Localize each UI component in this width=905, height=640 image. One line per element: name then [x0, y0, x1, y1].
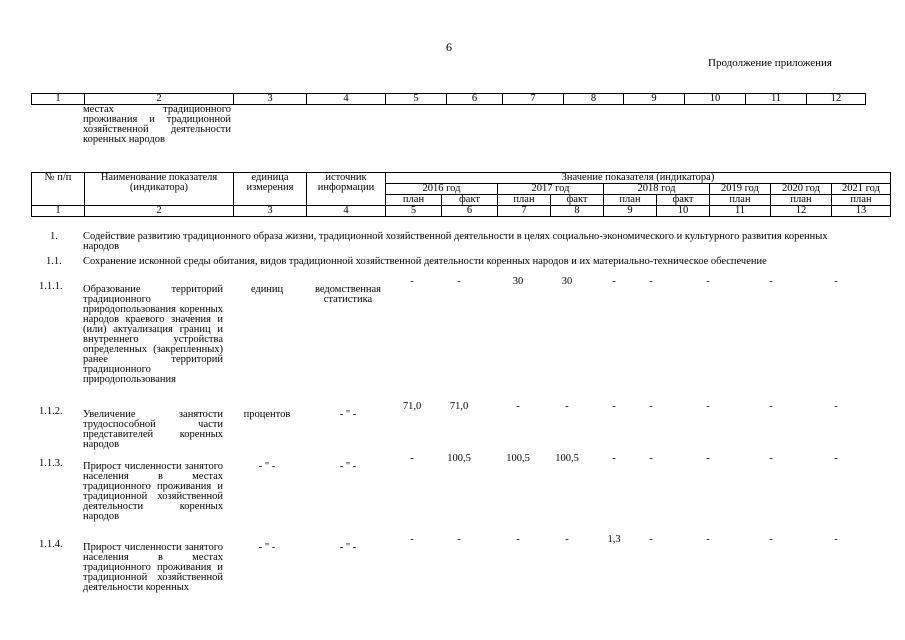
row-value: -	[706, 534, 710, 545]
row-source: - " -	[339, 409, 357, 420]
row-value: 71,0	[402, 401, 422, 412]
row-value: 100,5	[506, 453, 530, 464]
indicator-header-table	[31, 172, 891, 217]
row-value: -	[649, 401, 653, 412]
header-sub: план	[498, 195, 551, 206]
col-number: 11	[710, 206, 771, 217]
row-value: -	[834, 453, 838, 464]
header-sub: план	[771, 195, 832, 206]
row-value: -	[834, 534, 838, 545]
col-number: 2	[85, 206, 234, 217]
row-value: -	[457, 276, 461, 287]
header-sub: факт	[551, 195, 604, 206]
col-number: 10	[685, 94, 746, 105]
row-value: -	[769, 401, 773, 412]
col-number: 7	[503, 94, 564, 105]
col-number: 3	[234, 94, 307, 105]
row-value: -	[516, 534, 520, 545]
header-sub: факт	[657, 195, 710, 206]
header-value: Значение показателя (индикатора)	[386, 173, 891, 184]
row-value: 1,3	[607, 534, 621, 545]
row-name: Прирост численности занятого населения в местах традиционного проживания и традиционной хозяйственной деятельности коренных	[83, 542, 223, 593]
continuation-label: Продолжение приложения	[708, 57, 832, 69]
col-number: 12	[807, 94, 866, 105]
row-number: 1.1.1.	[39, 281, 63, 292]
header-sub: план	[832, 195, 891, 206]
col-number: 1	[32, 206, 85, 217]
row-value: -	[612, 276, 616, 287]
row-value: -	[410, 534, 414, 545]
row-value: -	[410, 453, 414, 464]
row-value: -	[516, 401, 520, 412]
col-number: 8	[564, 94, 624, 105]
row-name: Увеличение занятости трудоспособной части представителей коренных народов	[83, 409, 223, 450]
header-sub: план	[710, 195, 771, 206]
section-title: Сохранение исконной среды обитания, видов традиционной хозяйственной деятельности коренных народов и их материально-техническое обеспечение	[83, 256, 767, 267]
row-value: -	[769, 276, 773, 287]
row-unit: - " -	[258, 542, 276, 553]
header-number-row	[32, 206, 891, 217]
row-value: -	[457, 534, 461, 545]
col-number: 9	[604, 206, 657, 217]
section-number: 1.1.	[46, 256, 62, 267]
col-number: 12	[771, 206, 832, 217]
header-year: 2020 год	[771, 184, 832, 195]
row-value: 30	[512, 276, 524, 287]
row-source: ведомственная статистика	[315, 284, 381, 305]
header-year: 2021 год	[832, 184, 891, 195]
row-value: -	[410, 276, 414, 287]
row-name: Прирост численности занятого населения в местах традиционного проживания и традиционной хозяйственной деятельности коренных народов	[83, 461, 223, 522]
header-year: 2018 год	[604, 184, 710, 195]
row-value: 100,5	[555, 453, 579, 464]
col-number: 6	[442, 206, 498, 217]
row-value: -	[649, 276, 653, 287]
col-number: 9	[624, 94, 685, 105]
row-name: Образование территорий традиционного природопользования коренных народов краевого значения и (или) актуализация границ и внутреннего устройства определенных (закрепленных) ранее территорий традиционного природопользования	[83, 284, 223, 385]
header-name: Наименование показателя (индикатора)	[85, 173, 234, 206]
row-value: -	[565, 534, 569, 545]
row-unit: единиц	[250, 284, 284, 295]
row-value: -	[769, 453, 773, 464]
header-year: 2016 год	[386, 184, 498, 195]
header-unit: единица измерения	[234, 173, 307, 206]
col-number: 1	[32, 94, 85, 105]
row-value: 30	[561, 276, 573, 287]
carry-over-text: местах традиционного проживания и традиционной хозяйственной деятельности коренных народов	[83, 104, 231, 145]
row-value: -	[649, 534, 653, 545]
col-number: 5	[386, 206, 442, 217]
row-value: -	[565, 401, 569, 412]
col-number: 6	[447, 94, 503, 105]
row-source: - " -	[339, 542, 357, 553]
row-value: -	[612, 453, 616, 464]
row-value: -	[706, 276, 710, 287]
col-number: 11	[746, 94, 807, 105]
section-title: Содействие развитию традиционного образа жизни, традиционной хозяйственной деятельности в целях социально-экономического и культурного развития коренных народов	[83, 231, 828, 252]
col-number: 4	[307, 206, 386, 217]
page-number: 6	[446, 40, 452, 54]
row-value: 100,5	[447, 453, 471, 464]
row-number: 1.1.4.	[39, 539, 63, 550]
row-value: -	[769, 534, 773, 545]
col-number: 4	[307, 94, 386, 105]
header-sub: план	[386, 195, 442, 206]
row-value: -	[834, 276, 838, 287]
column-number-row	[32, 94, 866, 105]
row-number: 1.1.3.	[39, 458, 63, 469]
header-year: 2017 год	[498, 184, 604, 195]
col-number: 8	[551, 206, 604, 217]
row-unit: процентов	[243, 409, 291, 420]
col-number: 3	[234, 206, 307, 217]
row-source: - " -	[339, 461, 357, 472]
section-number: 1.	[50, 231, 58, 242]
col-number: 13	[832, 206, 891, 217]
row-number: 1.1.2.	[39, 406, 63, 417]
row-value: 71,0	[449, 401, 469, 412]
col-number: 10	[657, 206, 710, 217]
row-value: -	[706, 453, 710, 464]
row-value: -	[649, 453, 653, 464]
header-sub: факт	[442, 195, 498, 206]
col-number: 5	[386, 94, 447, 105]
col-number: 7	[498, 206, 551, 217]
header-number: № п/п	[32, 173, 85, 206]
row-value: -	[834, 401, 838, 412]
row-value: -	[706, 401, 710, 412]
header-source: источник информации	[307, 173, 386, 206]
header-year: 2019 год	[710, 184, 771, 195]
row-unit: - " -	[258, 461, 276, 472]
col-number: 2	[85, 94, 234, 105]
header-sub: план	[604, 195, 657, 206]
row-value: -	[612, 401, 616, 412]
